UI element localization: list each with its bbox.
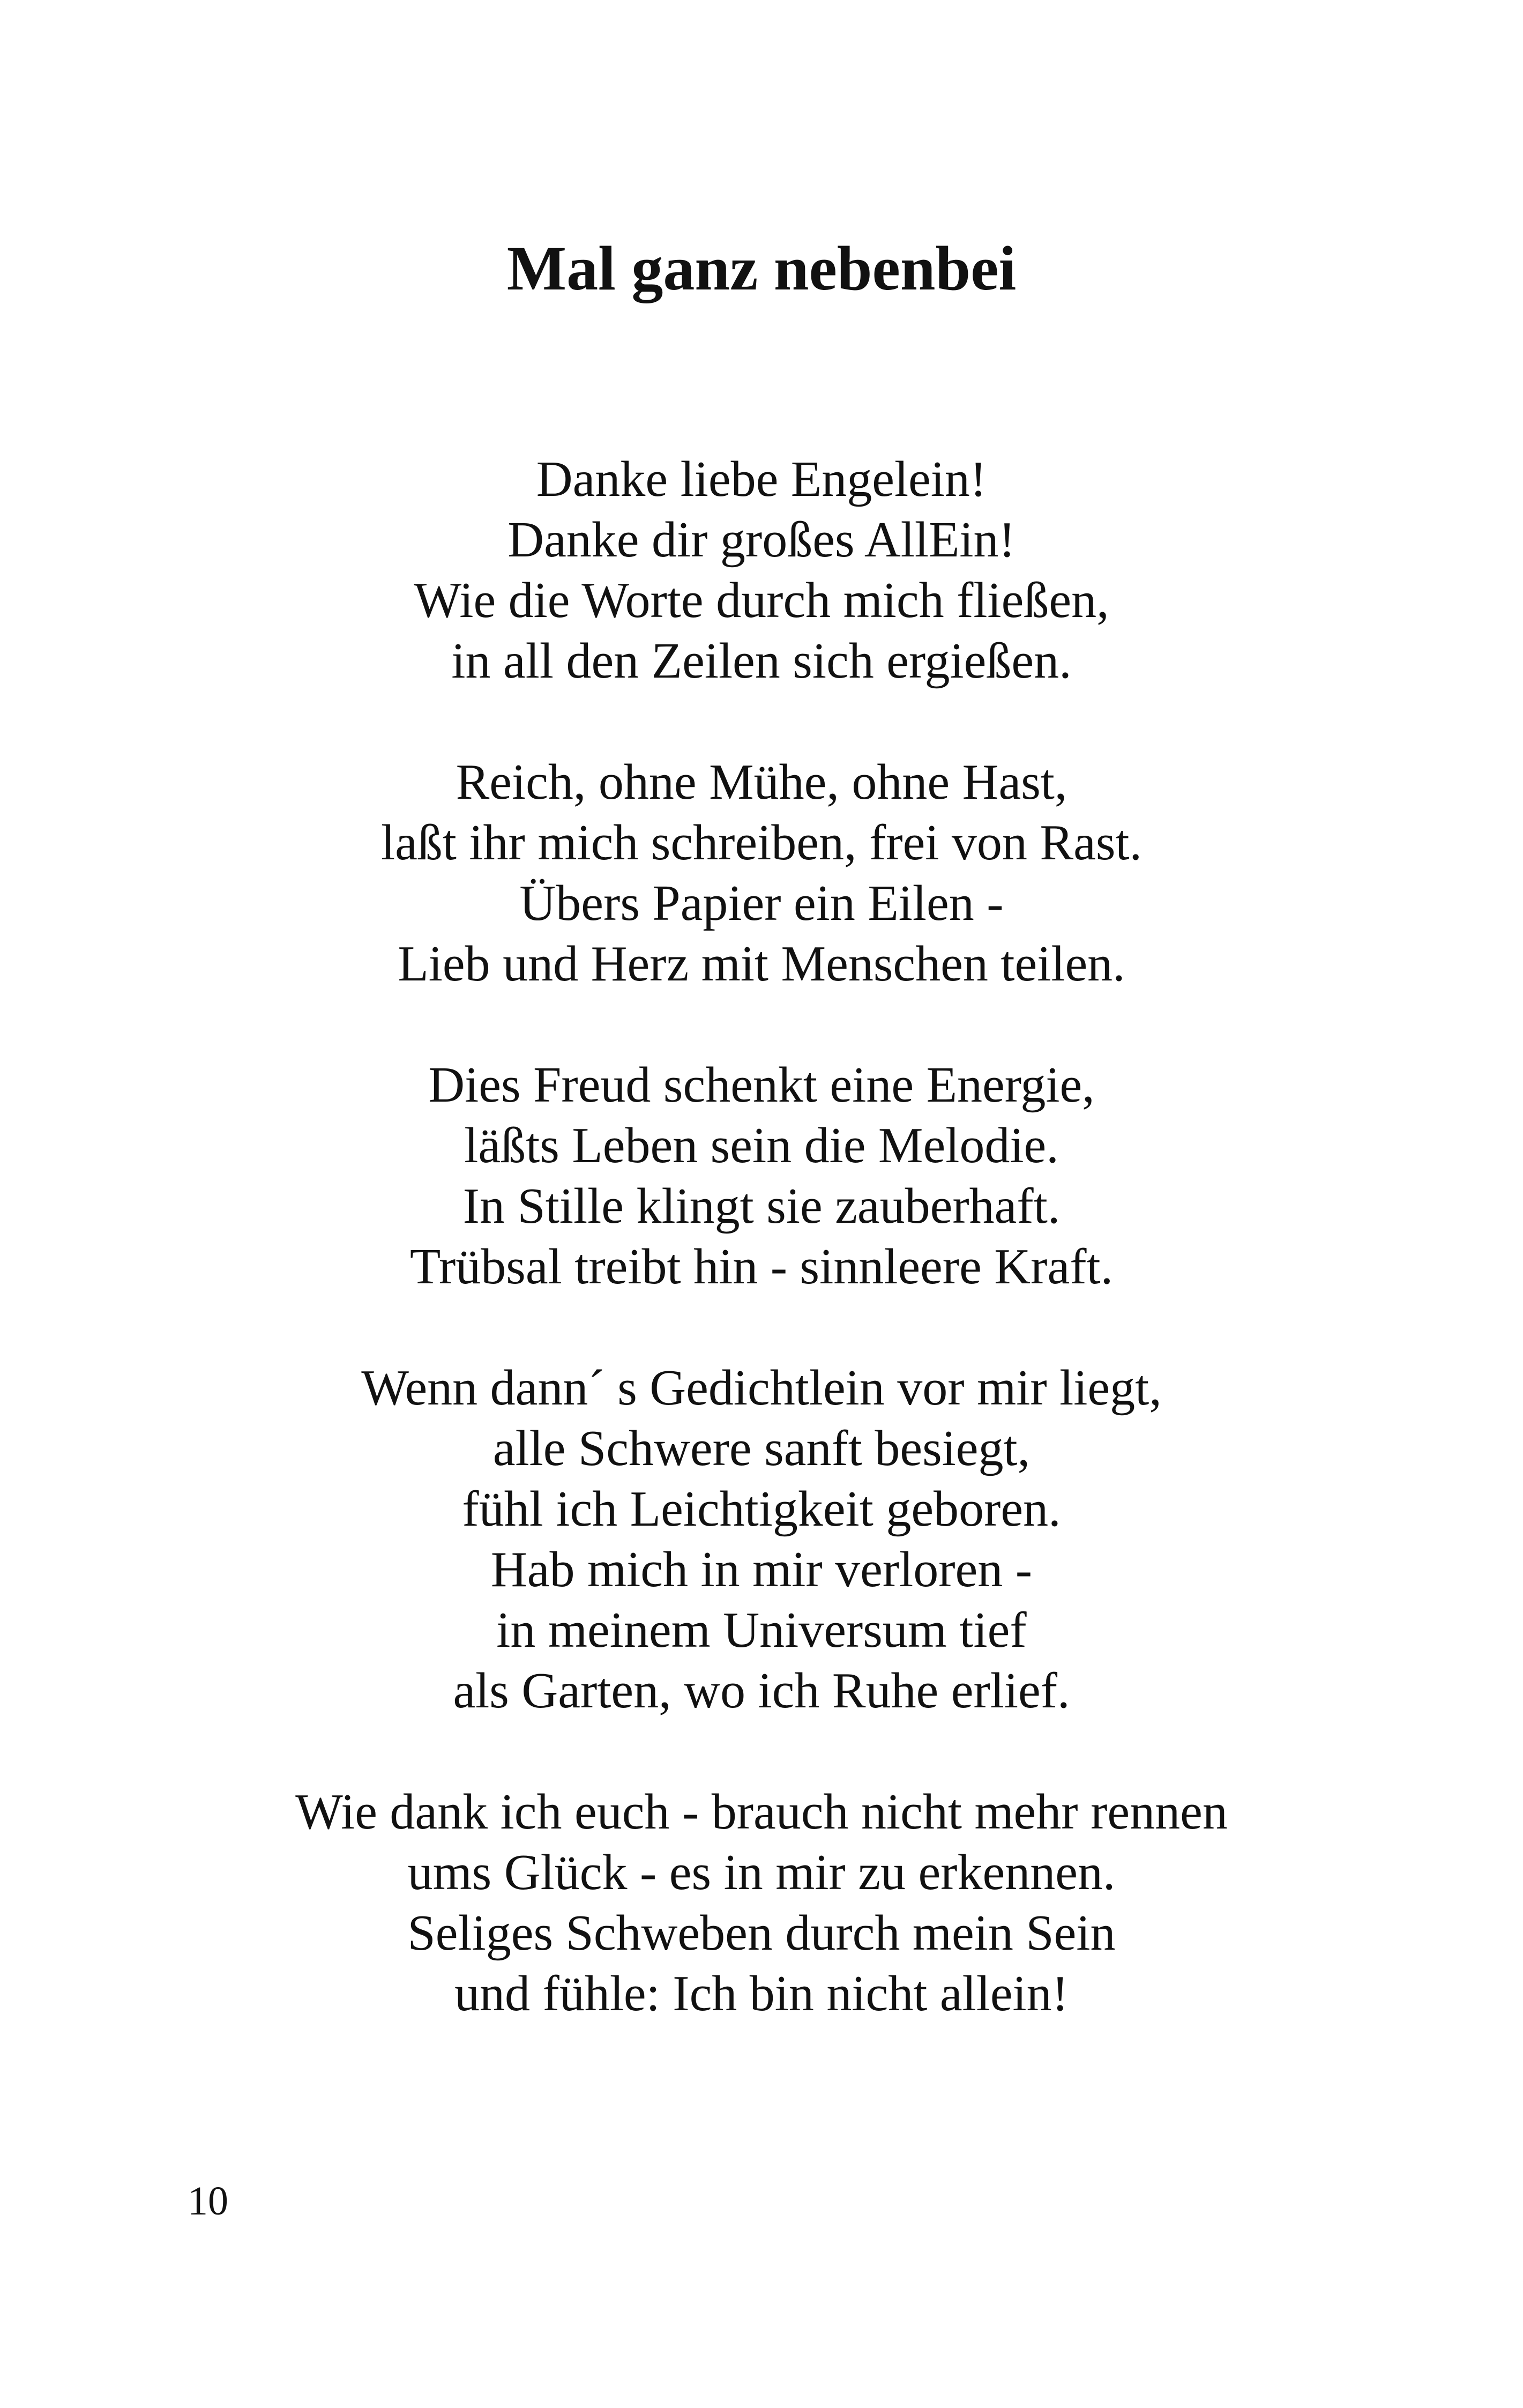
- stanza-4: [0, 1358, 1523, 1721]
- poem-line: Übers Papier ein Eilen -: [519, 875, 1004, 931]
- stanza-1: [0, 449, 1523, 692]
- poem-line: und fühle: Ich bin nicht allein!: [454, 1966, 1069, 2021]
- stanza-5: [0, 1782, 1523, 2024]
- poem-line: in all den Zeilen sich ergießen.: [451, 633, 1072, 689]
- poem-line: Seliges Schweben durch mein Sein: [407, 1905, 1116, 1961]
- poem-line: Dies Freud schenkt eine Energie,: [428, 1057, 1095, 1113]
- poem-line: alle Schwere sanft besiegt,: [492, 1421, 1031, 1476]
- poem-line: Wie die Worte durch mich fließen,: [414, 573, 1109, 628]
- poem-line: In Stille klingt sie zauberhaft.: [462, 1178, 1061, 1234]
- poem-line: fühl ich Leichtigkeit geboren.: [462, 1481, 1061, 1537]
- poem-line: läßts Leben sein die Melodie.: [464, 1118, 1059, 1173]
- poem-title: Mal ganz nebenbei: [506, 233, 1017, 303]
- poem-line: Hab mich in mir verloren -: [490, 1542, 1033, 1597]
- poem-line: als Garten, wo ich Ruhe erlief.: [453, 1663, 1070, 1719]
- poem-line: Wie dank ich euch - brauch nicht mehr rennen: [295, 1784, 1228, 1840]
- poem-body: [0, 449, 1523, 2024]
- poem-line: in meinem Universum tief: [496, 1602, 1027, 1658]
- poem-line: Reich, ohne Mühe, ohne Hast,: [456, 754, 1067, 810]
- poem-line: ums Glück - es in mir zu erkennen.: [407, 1845, 1116, 1900]
- poem-line: Wenn dann´ s Gedichtlein vor mir liegt,: [361, 1360, 1162, 1416]
- poem-line: Trübsal treibt hin - sinnleere Kraft.: [409, 1239, 1114, 1295]
- poem-line: Danke dir großes AllEin!: [507, 512, 1016, 568]
- stanza-3: [0, 1055, 1523, 1297]
- poem-line: Danke liebe Engelein!: [536, 451, 987, 507]
- page-number: 10: [188, 2179, 228, 2224]
- stanza-2: [0, 752, 1523, 994]
- poem-line: laßt ihr mich schreiben, frei von Rast.: [380, 815, 1143, 871]
- poem-line: Lieb und Herz mit Menschen teilen.: [398, 936, 1125, 992]
